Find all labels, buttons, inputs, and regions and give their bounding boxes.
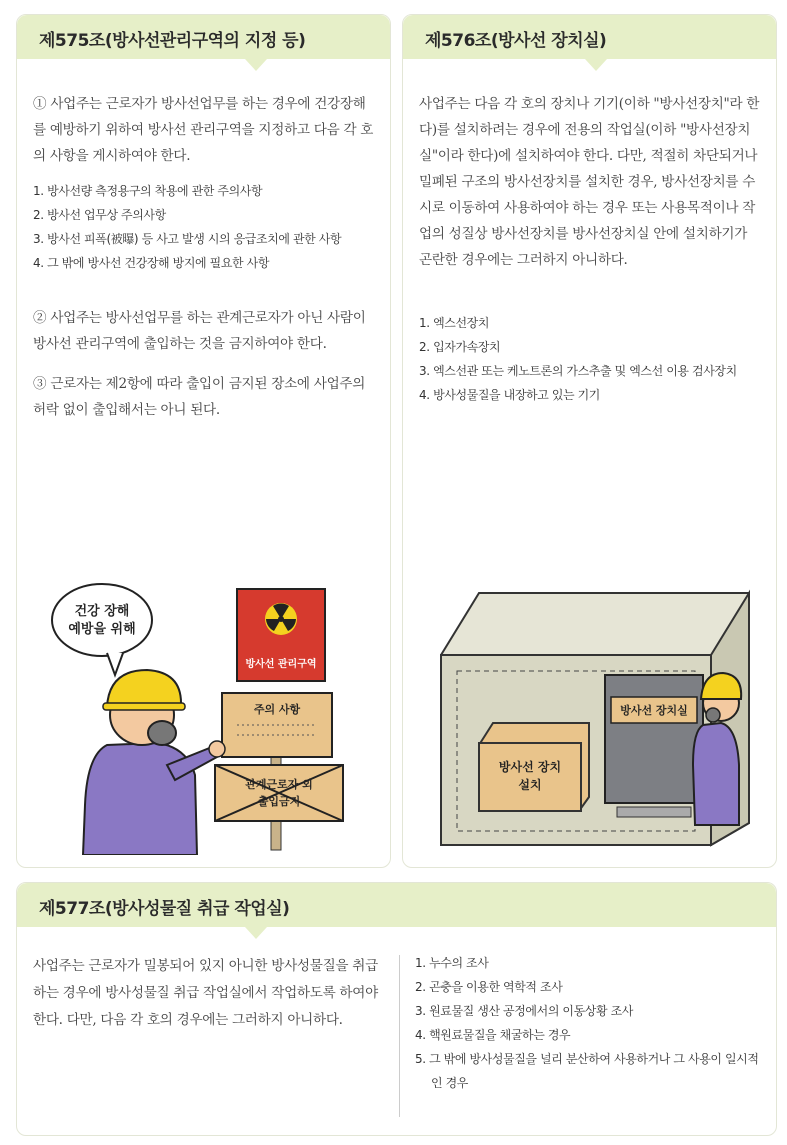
article-576-paragraph-1: 사업주는 다음 각 호의 장치나 기기(이하 "방사선장치"라 한다)를 설치하려는 경우에 전용의 작업실(이하 "방사선장치실"이라 한다)에 설치하여야 한다. 다만, 적절히 차단되거나 밀폐된 구조의 방사선장치를 설치한 경우, 방사선장치를 수시로 이동하여 사용하여야 하는 경우 또는 사용목적이나 작업의 성질상 방사선장치를 방사선장치실 안에 설치하기가 곤란한 경우에는 그러하지 아니하다. [419, 96, 760, 268]
list-item: 1. 방사선량 측정용구의 착용에 관한 주의사항 [33, 184, 263, 198]
gas-mask [148, 721, 176, 745]
bubble-text-1: 건강 장해 [74, 604, 130, 619]
article-576-title: 제576조(방사선 장치실) [425, 31, 607, 51]
article-577-title: 제577조(방사성물질 취급 작업실) [39, 899, 290, 919]
list-item: 2. 입자가속장치 [419, 340, 501, 354]
article-577-paragraph-1: 사업주는 근로자가 밀봉되어 있지 아니한 방사성물질을 취급하는 경우에 방사성물질 취급 작업실에서 작업하도록 하여야 한다. 다만, 다음 각 호의 경우에는 그러하지 아니하다. [33, 958, 378, 1028]
column-divider [399, 955, 400, 1117]
list-item: 1. 누수의 조사 [415, 956, 489, 970]
header-notch [245, 59, 267, 71]
device-box-text-2: 설치 [518, 778, 542, 792]
header-notch [245, 927, 267, 939]
radiation-sign-text: 방사선 관리구역 [245, 659, 317, 670]
article-575-header [17, 15, 390, 59]
list-item: 2. 방사선 업무상 주의사항 [33, 208, 166, 222]
header-notch [585, 59, 607, 71]
list-item: 3. 원료물질 생산 공정에서의 이동상황 조사 [415, 1004, 633, 1018]
device-room-illustration [421, 575, 771, 855]
list-item: 1. 엑스선장치 [419, 316, 490, 330]
notice-board-title: 주의 사항 [253, 703, 301, 716]
article-576-list [419, 311, 771, 407]
device-box [479, 743, 581, 811]
article-576-header [403, 15, 776, 59]
article-575-paragraph-3: ③ 근로자는 제2항에 따라 출입이 금지된 장소에 사업주의 허락 없이 출입해서는 아니 된다. [33, 376, 366, 418]
article-577-card [16, 882, 777, 1136]
list-item: 4. 방사성물질을 내장하고 있는 기기 [419, 388, 600, 402]
list-item: 4. 그 밖에 방사선 건강장해 방지에 필요한 사항 [33, 256, 270, 270]
door-sign-text: 방사선 장치실 [620, 704, 688, 717]
article-577-header [17, 883, 776, 927]
no-entry-text-1: 관계근로자 외 [245, 778, 313, 791]
article-575-title: 제575조(방사선관리구역의 지정 등) [39, 31, 306, 51]
list-item: 5. 그 밖에 방사성물질을 널리 분산하여 사용하거나 그 사용이 일시적인 경우 [415, 1052, 759, 1090]
device-box-text-1: 방사선 장치 [498, 760, 562, 774]
list-item: 2. 곤충을 이용한 역학적 조사 [415, 980, 563, 994]
list-item: 4. 핵원료물질을 채굴하는 경우 [415, 1028, 571, 1042]
radiation-area-illustration [47, 575, 367, 855]
device-room-door [605, 675, 703, 803]
article-575-card [16, 14, 391, 868]
worker-body [693, 723, 739, 825]
bubble-text-2: 예방을 위해 [68, 622, 136, 637]
list-item: 3. 방사선 피폭(被曝) 등 사고 발생 시의 응급조치에 관한 사항 [33, 232, 342, 246]
list-item: 3. 엑스선관 또는 케노트론의 가스추출 및 엑스선 이용 검사장치 [419, 364, 737, 378]
hard-hat [107, 670, 181, 707]
no-entry-text-2: 출입금지 [257, 795, 301, 808]
article-577-list [415, 951, 765, 1095]
article-576-card [402, 14, 777, 868]
article-575-list [33, 179, 383, 275]
gas-mask [706, 708, 720, 722]
speech-bubble [52, 584, 152, 656]
article-575-paragraph-2: ② 사업주는 방사선업무를 하는 관계근로자가 아닌 사람이 방사선 관리구역에 출입하는 것을 금지하여야 한다. [33, 310, 366, 352]
article-575-paragraph-1: ① 사업주는 근로자가 방사선업무를 하는 경우에 건강장해를 예방하기 위하여 방사선 관리구역을 지정하고 다음 각 호의 사항을 게시하여야 한다. [33, 96, 374, 164]
